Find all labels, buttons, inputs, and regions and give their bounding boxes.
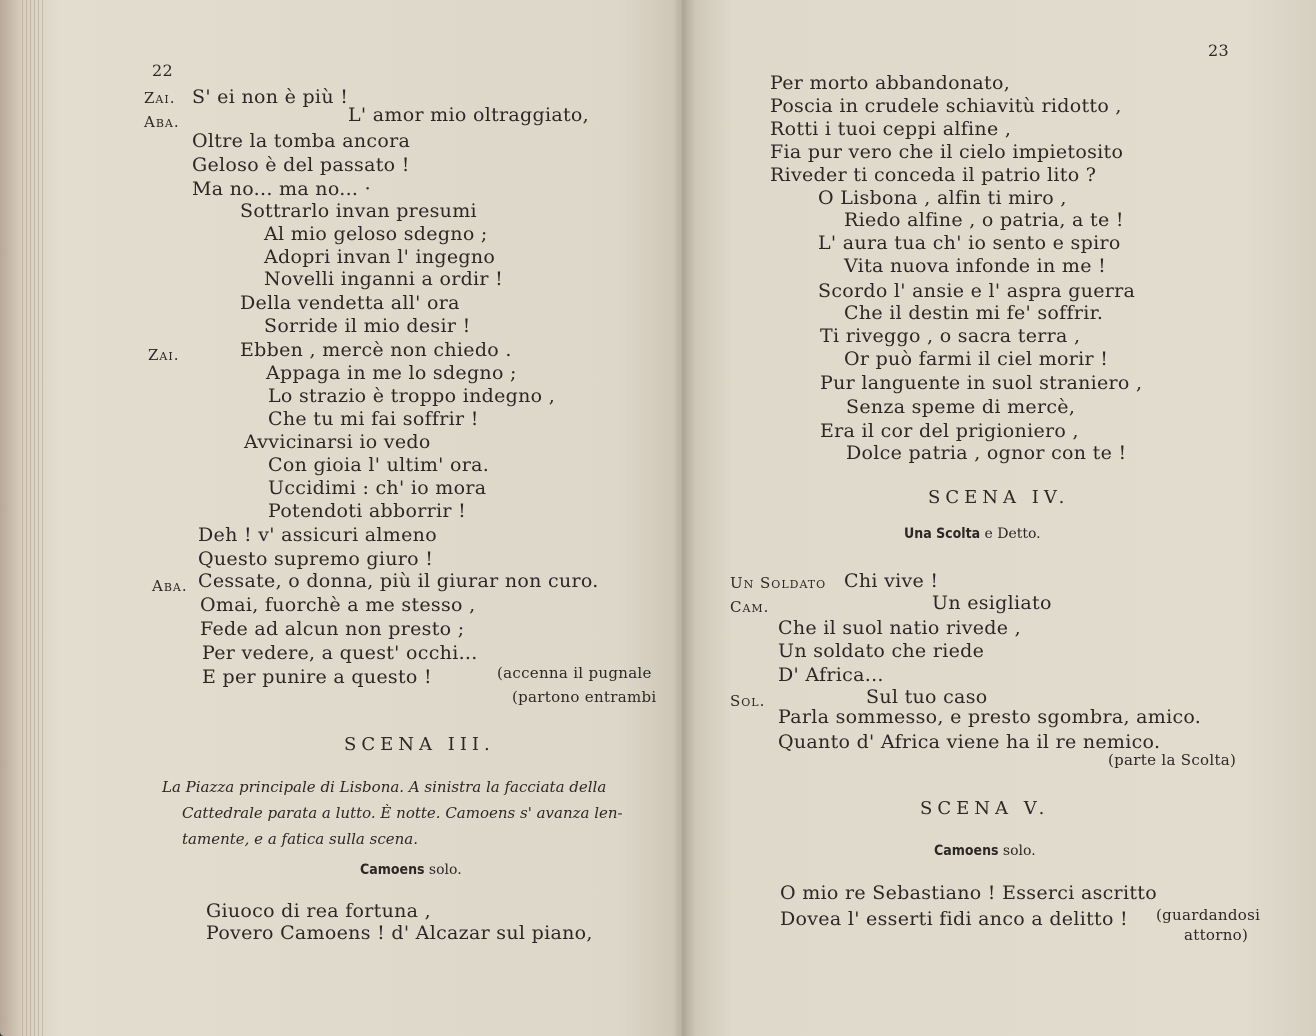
right-page — [682, 0, 1316, 1036]
verse-line: Giuoco di rea fortuna , — [206, 900, 431, 922]
verse-line: Novelli inganni a ordir ! — [264, 268, 504, 290]
verse-line: Appaga in me lo sdegno ; — [266, 362, 517, 384]
verse-line: Pur languente in suol straniero , — [820, 372, 1143, 394]
stage-direction: (accenna il pugnale — [497, 664, 652, 682]
scene-title: SCENA IV. — [928, 487, 1070, 508]
verse-line: S' ei non è più ! — [192, 86, 349, 108]
stage-direction: attorno) — [1184, 926, 1249, 944]
verse-line: Riveder ti conceda il patrio lito ? — [770, 164, 1097, 186]
scene-description: Cattedrale parata a lutto. È notte. Camoens s' avanza len- — [182, 804, 623, 822]
verse-line: Al mio geloso sdegno ; — [264, 223, 488, 245]
verse-line: Per morto abbandonato, — [770, 72, 1011, 94]
verse-line: Vita nuova infonde in me ! — [844, 255, 1107, 277]
page-number-right: 23 — [1208, 41, 1229, 60]
character-note: solo. — [1002, 843, 1036, 859]
verse-line: Senza speme di mercè, — [846, 396, 1076, 418]
verse-line: Era il cor del prigioniero , — [820, 420, 1079, 442]
verse-line: D' Africa... — [778, 664, 884, 686]
verse-line: Omai, fuorchè a me stesso , — [200, 594, 476, 616]
verse-line: Uccidimi : ch' io mora — [268, 477, 487, 499]
verse-line: Adopri invan l' ingegno — [264, 246, 496, 268]
verse-line: Parla sommesso, e presto sgombra, amico. — [778, 706, 1202, 728]
scene-title: SCENA V. — [920, 798, 1050, 819]
verse-line: Dovea l' esserti fidi anco a delitto ! — [780, 908, 1128, 930]
character-name: Camoens — [360, 862, 425, 878]
page-edge — [22, 0, 46, 1036]
character-name: Camoens — [934, 843, 999, 859]
speaker-label: Sol. — [730, 692, 766, 710]
verse-line: Deh ! v' assicuri almeno — [198, 524, 437, 546]
verse-line: Or può farmi il ciel morir ! — [844, 348, 1109, 370]
verse-line: L' amor mio oltraggiato, — [348, 104, 589, 126]
verse-line: L' aura tua ch' io sento e spiro — [818, 232, 1121, 254]
verse-line: Questo supremo giuro ! — [198, 548, 434, 570]
verse-line: Con gioia l' ultim' ora. — [268, 454, 490, 476]
verse-line: Sottrarlo invan presumi — [240, 200, 477, 222]
verse-line: O mio re Sebastiano ! Esserci ascritto — [780, 882, 1157, 904]
verse-line: Oltre la tomba ancora — [192, 130, 411, 152]
verse-line: Che il destin mi fe' soffrir. — [844, 302, 1104, 324]
verse-line: Geloso è del passato ! — [192, 154, 410, 176]
verse-line: Rotti i tuoi ceppi alfine , — [770, 118, 1012, 140]
speaker-label: Un Soldato — [730, 574, 827, 592]
scene-title: SCENA III. — [344, 734, 495, 755]
verse-line: Della vendetta all' ora — [240, 292, 460, 314]
verse-line: Potendoti abborrir ! — [268, 500, 467, 522]
verse-line: Sul tuo caso — [866, 686, 988, 708]
verse-line: Ebben , mercè non chiedo . — [240, 339, 512, 361]
verse-line: Chi vive ! — [844, 570, 939, 592]
stage-direction: (parte la Scolta) — [1108, 751, 1237, 769]
scene-description: La Piazza principale di Lisbona. A sinistra la facciata della — [162, 778, 607, 796]
verse-line: Cessate, o donna, più il giurar non curo. — [198, 570, 599, 592]
verse-line: Fia pur vero che il cielo impietosito — [770, 141, 1124, 163]
verse-line: Ma no... ma no... · — [192, 178, 371, 200]
verse-line: Un esigliato — [932, 592, 1052, 614]
verse-line: Quanto d' Africa viene ha il re nemico. — [778, 731, 1161, 753]
verse-line: Riedo alfine , o patria, a te ! — [844, 209, 1124, 231]
verse-line: Poscia in crudele schiavitù ridotto , — [770, 95, 1122, 117]
stage-direction: (partono entrambi — [512, 688, 657, 706]
speaker-label: Zai. — [144, 89, 176, 107]
verse-line: O Lisbona , alfin ti miro , — [818, 187, 1067, 209]
verse-line: Povero Camoens ! d' Alcazar sul piano, — [206, 922, 593, 944]
speaker-label: Aba. — [144, 113, 180, 131]
speaker-label: Aba. — [152, 577, 188, 595]
character-note: solo. — [428, 862, 462, 878]
verse-line: Avvicinarsi io vedo — [244, 431, 431, 453]
verse-line: Dolce patria , ognor con te ! — [846, 442, 1127, 464]
verse-line: Che tu mi fai soffrir ! — [268, 408, 479, 430]
stage-direction: (guardandosi — [1156, 906, 1261, 924]
verse-line: Per vedere, a quest' occhi... — [202, 642, 478, 664]
verse-line: Fede ad alcun non presto ; — [200, 618, 465, 640]
character-note: e Detto. — [984, 526, 1041, 542]
scene-characters — [360, 862, 462, 878]
character-name: Una Scolta — [904, 526, 981, 542]
scene-characters — [934, 843, 1036, 859]
scene-description: tamente, e a fatica sulla scena. — [182, 830, 418, 848]
page-number-left: 22 — [152, 61, 173, 80]
verse-line: Che il suol natio rivede , — [778, 617, 1021, 639]
speaker-label: Zai. — [148, 346, 180, 364]
verse-line: E per punire a questo ! — [202, 666, 432, 688]
verse-line: Lo strazio è troppo indegno , — [268, 385, 556, 407]
verse-line: Un soldato che riede — [778, 640, 985, 662]
verse-line: Sorride il mio desir ! — [264, 315, 471, 337]
verse-line: Ti riveggo , o sacra terra , — [820, 325, 1081, 347]
speaker-label: Cam. — [730, 598, 770, 616]
verse-line: Scordo l' ansie e l' aspra guerra — [818, 280, 1136, 302]
scene-characters — [904, 526, 1041, 542]
